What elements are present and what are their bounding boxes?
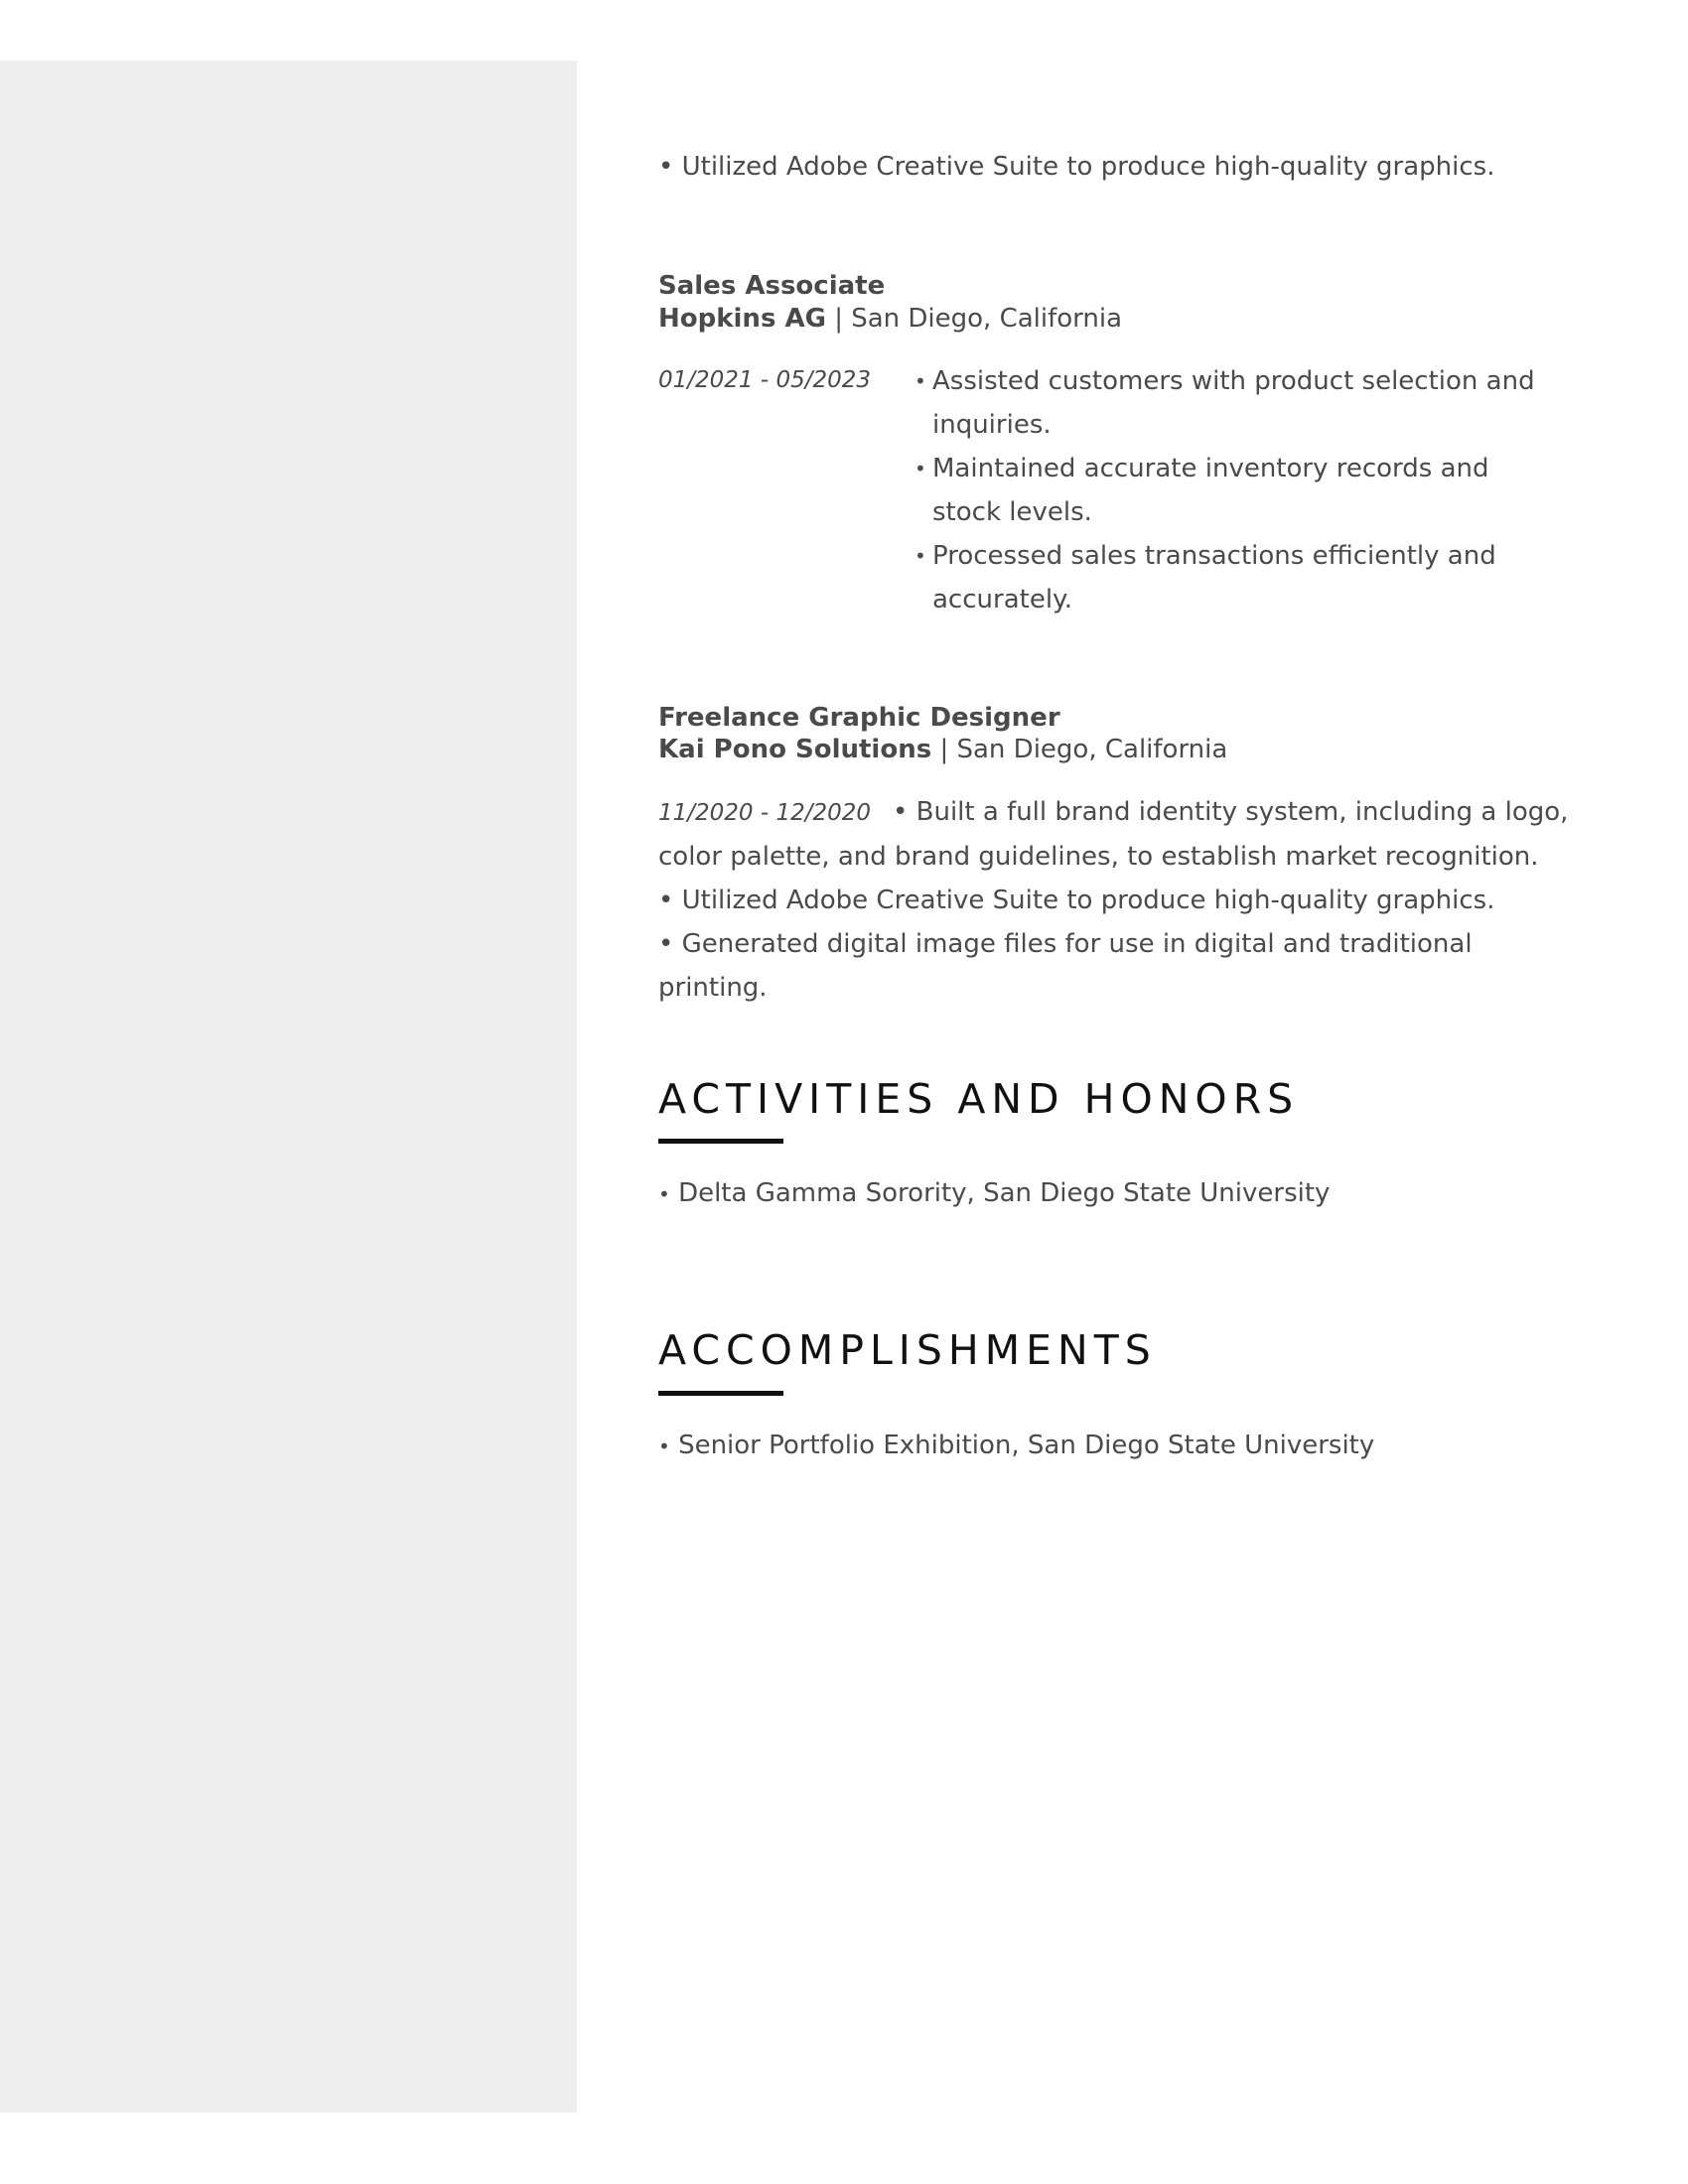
bullet-dot: • [914,457,926,480]
heading-underline [658,1391,783,1396]
job-dates: 01/2021 - 05/2023 [658,367,872,393]
job-location: | San Diego, California [931,735,1228,764]
heading-underline [658,1139,783,1144]
list-item: • Maintained accurate inventory records and stock levels. [914,447,1550,534]
bullet-dot: • [914,544,926,568]
list-item: • Processed sales transactions efficiently and accurately. [914,534,1550,621]
list-item: • Delta Gamma Sorority, San Diego State University [658,1178,1331,1208]
job-company-line [658,735,1227,764]
job-company: Hopkins AG [658,304,826,334]
job-dates: 11/2020 - 12/2020 [658,800,872,826]
list-item: • Assisted customers with product selection and inquiries. [914,359,1550,447]
job-description [658,790,1572,1010]
list-item: • Utilized Adobe Creative Suite to produce high-quality graphics. [658,886,1495,915]
section-heading: ACCOMPLISHMENTS [658,1326,1157,1374]
section-heading: ACTIVITIES AND HONORS [658,1075,1300,1123]
bullet-dot: • [658,1182,670,1206]
list-item: • Generated digital image files for use in digital and traditional printing. [658,929,1473,1003]
bullet-dot: • [914,369,926,393]
job-company: Kai Pono Solutions [658,735,932,764]
job-bullet-list [914,359,1550,621]
job-title: Sales Associate [658,271,886,301]
list-item: • Senior Portfolio Exhibition, San Diego State University [658,1431,1375,1460]
list-item: • Built a full brand identity system, including a logo, color palette, and brand guidelines, to establish market recognition. [658,797,1569,872]
bullet-dot: • [658,1434,670,1458]
experience-continuation-bullet: • Utilized Adobe Creative Suite to produce high-quality graphics. [658,152,1495,182]
job-company-line [658,304,1122,334]
job-location: | San Diego, California [825,304,1123,334]
sidebar-panel [0,61,577,2113]
job-title: Freelance Graphic Designer [658,703,1060,733]
